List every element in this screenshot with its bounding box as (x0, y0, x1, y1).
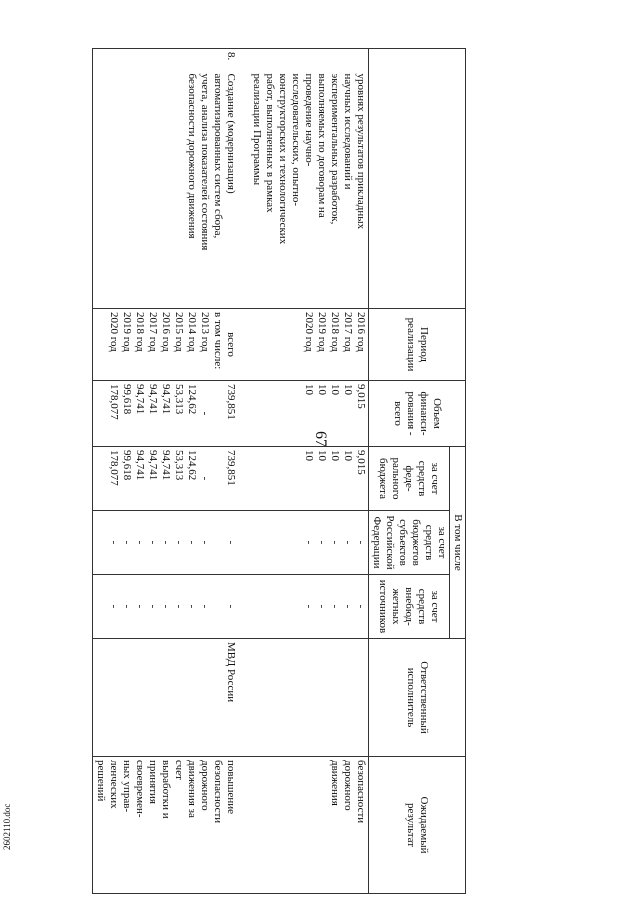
row2-name: Создание (модернизация) автоматизированных систем сбора, учета, анализа показателей состояния безопасности дорожного движения (93, 71, 250, 309)
row1-total: 9,015 10 10 10 10 (249, 381, 369, 447)
row1-result: безопасности дорожного движения (249, 757, 369, 894)
row2-extra: - - - - - - - - - (93, 575, 250, 639)
header-result: Ожидаемый результат (369, 757, 466, 894)
header-federal: за счет средств феде- рального бюджета (369, 447, 450, 511)
table-row-2 (93, 49, 250, 894)
row1-num (249, 49, 369, 71)
row1-periods: 2016 год 2017 год 2018 год 2019 год 2020 год (249, 309, 369, 381)
table-row-1 (249, 49, 369, 894)
header-extra: за счет средств внебюд- жетных источников (369, 575, 450, 639)
header-regional: за счет средств бюджетов субъектов Российской Федерации (369, 511, 450, 575)
row2-executor: МВД России (93, 639, 250, 757)
header-total: Объем финанси- рования - всего (369, 381, 466, 447)
row2-federal: 739,851 - 124,62 53,313 94,741 94,741 94,741 99,618 178,077 (93, 447, 250, 511)
row2-periods: всего в том числе: 2013 год 2014 год 2015 год 2016 год 2017 год 2018 год 2019 год 2020 год (93, 309, 250, 381)
header-incl: В том числе (450, 447, 466, 639)
row2-num: 8. (93, 49, 250, 71)
row2-regional: - - - - - - - - - (93, 511, 250, 575)
row1-executor (249, 639, 369, 757)
document-code: 2602110.doc (2, 803, 12, 850)
header-row-1 (450, 49, 466, 894)
row1-regional: - - - - - (249, 511, 369, 575)
header-executor: Ответственный исполнитель (369, 639, 466, 757)
row1-extra: - - - - - (249, 575, 369, 639)
rotated-table-container (95, 48, 466, 893)
header-period: Период реализации (369, 309, 466, 381)
row1-name: уровнях результатов прикладных научных исследований и экспериментальных разработок, выполняемых по договорам на проведение научно- исследовательских, опытно- конструкторских и технологических работ, выполненных в рамках реализации Программы (249, 71, 369, 309)
budget-table (92, 48, 466, 894)
row2-result: повышение безопасности дорожного движения за счет выработки и принятия своевремен- ных управ- ленческих решений (93, 757, 250, 894)
row1-federal: 9,015 10 10 10 10 (249, 447, 369, 511)
page-number: 67 (312, 431, 329, 447)
header-name (369, 49, 466, 309)
row2-total: 739,851 - 124,62 53,313 94,741 94,741 94,741 99,618 178,077 (93, 381, 250, 447)
